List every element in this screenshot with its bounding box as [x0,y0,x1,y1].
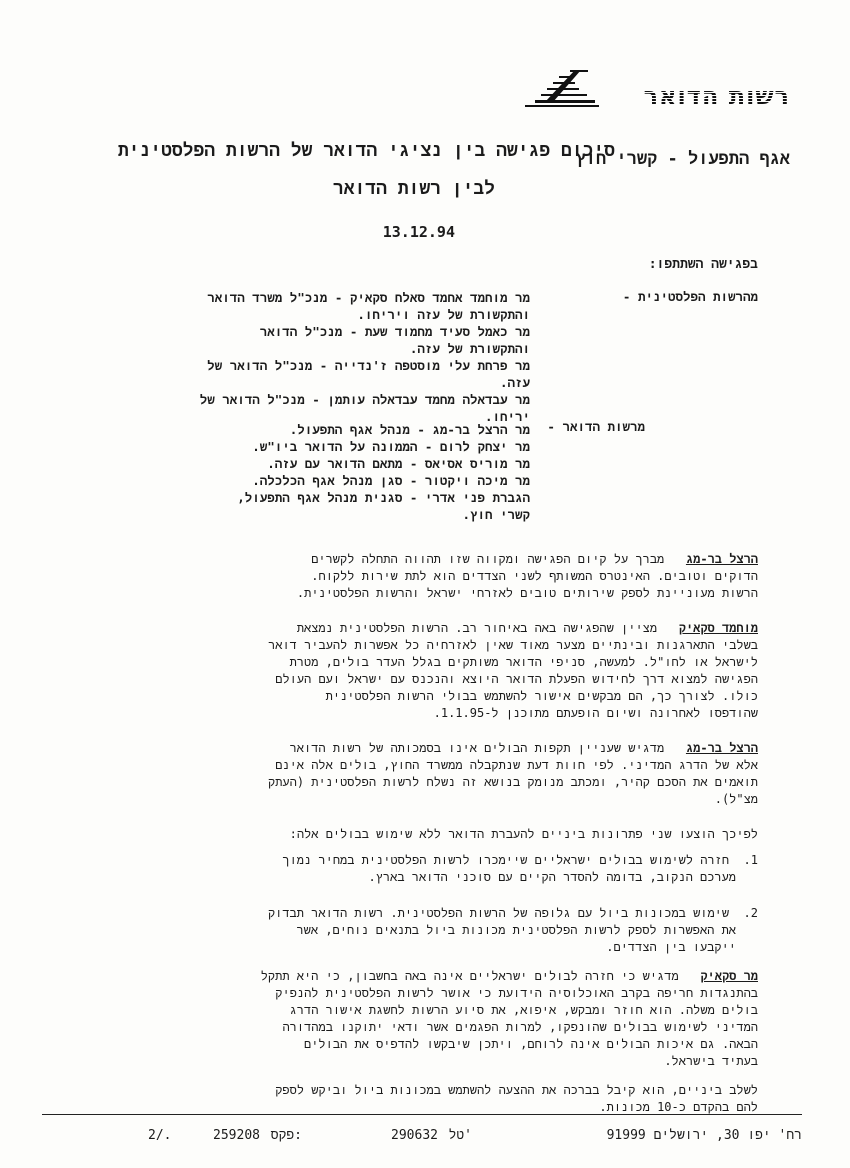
section-line: מדגיש שעניין תקפות הבולים אינו בסמכותה של רשות הדואר [289,741,665,755]
section-line: בולים משלה. הוא חוזר ומבקש, איפוא, את סיוע הרשות לחשגת אישור הדרג [289,1003,758,1017]
speaker-name: מוחמד סקאיק [678,621,758,635]
participant-line: מר מוריס אסיאס - מתאם הדואר עם עזה. [267,456,530,471]
pa-participants-list [200,289,530,425]
section-line: לישראל או לחו"ל. למעשה, סניפי הדואר משותקים בגלל העדר בולים, מטרת [289,655,758,669]
participant-line: מר מיכה ויקטור - סגן מנהל אגף הכלכלה. [252,473,530,488]
section-line: הבאה. גם איכות הבולים אינה לרוחם, ויתכן שיבקשו להדפיס את הבולים [304,1037,758,1051]
speaker-name: הרצל בר-מג [685,552,758,566]
ia-participants-list [237,421,530,523]
document-title-department: אגף התפעול - קשרי חוץ [575,149,790,169]
participant-line: קשרי חוץ. [462,507,530,522]
footer-fax: 259208 [213,1128,260,1143]
section-line: כולו. לצורך כך, הם מבקשים אישור להשתמש בבולי הרשות הפלסטינית [325,689,758,703]
solution-line: חזרה לשימוש בבולים ישראליים שיימכרו לרשות הפלסטינית במחיר נמוך [282,853,730,867]
solution-item [58,905,758,956]
ia-group-label: מרשות הדואר - [547,419,645,434]
postal-authority-logo [510,62,790,122]
section-line: מברך על קיום הפגישה ומקווה שזו תהווה התחלה לקשרים [311,552,665,566]
minutes-section [58,740,758,808]
participant-line: עזה. [499,375,530,390]
section-line: בעתיד בישראל. [664,1054,758,1068]
participant-line: מר פרחת עלי מוסטפה ז'נדייה - מנכ"ל הדואר של [207,358,530,373]
participant-line: הגברת פני אדרי - סגנית מנהל אגף התפעול, [237,490,530,505]
participant-line: מר מוחמד אחמד סאלח סקאיק - מנכ"ל משרד הדואר [207,290,530,305]
section-line: תואמים את הסכם קהיר, ומכתב מנומק בנושא זה נשלח לרשות הפלסטינית (העתק [268,775,758,789]
section-line: מדגיש כי חזרה לבולים ישראליים אינה באה בחשבון, כי היא תתקל [260,969,679,983]
section-line: בהתנגדות חריפה בקרב האוכלוסיה הידועת כי אושר לרשות הפלסטינית להנפיק [275,986,758,1000]
postal-horn-icon [515,62,605,112]
speaker-name: הרצל בר-מג [685,741,758,755]
solution-number: 2. [743,906,758,920]
participant-line: מר יצחק לרום - הממונה על הדואר ביו"ש. [252,439,530,454]
participant-line: והתקשורת של עזה ויריחו. [357,307,530,322]
solution-number: 1. [743,853,758,867]
section-line: מציין שהפגישה באה באיחור רב. הרשות הפלסטינית נמצאת [296,621,658,635]
solutions-intro-text: לפיכך הוצעו שני פתרונות ביניים להעברת הדואר ללא שימוש בבולים אלה: [289,827,758,841]
participants-heading: בפגישה השתתפו: [648,257,758,272]
solutions-intro [58,826,758,843]
footer-address: רח' יפו 30, ירושלים 91999 [606,1128,802,1143]
speaker-name: מר סקאיק [700,969,758,983]
logo-text: רשות הדואר [643,82,790,110]
minutes-section [58,551,758,602]
section-line: מצ"ל). [714,792,758,806]
section-line: שהודפסו לאחרונה ושיום הופעתם מתוכנן ל-1.1.95. [433,706,758,720]
section-line: הרשות מעוניינת לספק שירותים טובים לאזרחי ישראל והרשות הפלסטינית. [296,586,758,600]
participant-line: מר כאמל סעיד מחמוד שעת - מנכ"ל הדואר [259,324,530,339]
closing-line: לשלב ביניים, הוא קיבל בברכה את ההצעה להשתמש במכונות ביול וביקש לספק [275,1083,758,1097]
minutes-section [58,620,758,722]
participant-line: יריחו. [484,409,530,424]
section-line: הפגישה למצוא דרך לחידוש הפעלת הדואר היוצא והנכנס עם ישראל ועם העולם [275,672,758,686]
participant-line: מר הרצל בר-מג - מנהל אגף התפעול. [289,422,530,437]
participant-line: והתקשורת של עזה. [409,341,530,356]
document-title-line2: לבין רשות הדואר [332,178,495,199]
closing-line: להם בהקדם כ-10 מכונות. [599,1100,758,1114]
footer-fax-label: פקס: [270,1128,302,1143]
meeting-date: 13.12.94 [382,223,455,241]
section-line: בשלבי התארגנות ובינתיים מצער מאוד שאין לאזרחיה כל אפשרות להעביר דואר [268,638,758,652]
solution-line: את האפשרות לספק לרשות הפלסטינית מכונות ביול בתנאים נוחים, אשר [296,923,736,937]
document-title-line1: סיכום פגישה בין נציגי הדואר של הרשות הפלסטינית [117,140,615,161]
page-number: 2/. [148,1128,172,1143]
solution-item [58,852,758,886]
solution-line: מערכם הנקוב, בדומה להסדר הקיים עם סוכני הדואר בארץ. [368,870,736,884]
footer-phone-label: טל' [448,1128,472,1143]
participant-line: מר עבדאלה מחמד עבדאלה עותמן - מנכ"ל הדואר של [199,392,530,407]
footer-phone: 290632 [391,1128,438,1143]
minutes-section [58,968,758,1070]
closing-paragraph [58,1082,758,1116]
solution-line: שימוש במכונות ביול עם גלופה של הרשות הפלסטינית. רשות הדואר תבדוק [267,906,730,920]
pa-group-label: מהרשות הפלסטינית - [622,289,758,304]
section-line: המדיני לשימוש בבולים שהונפקו, למרות הפגמים אשר ודאי יתוקנו במהדורה [282,1020,758,1034]
section-line: הדוקים וטובים. האינטרס המשותף לשני הצדדים הוא לתת שירות ללקוח. [311,569,758,583]
solution-line: ייקבעו בין הצדדים. [606,940,736,954]
section-line: אלא של הדרג המדיני. לפי חוות דעת שנתקבלה ממשרד החוץ, בולים אלה אינם [275,758,758,772]
footer-divider [42,1114,802,1115]
